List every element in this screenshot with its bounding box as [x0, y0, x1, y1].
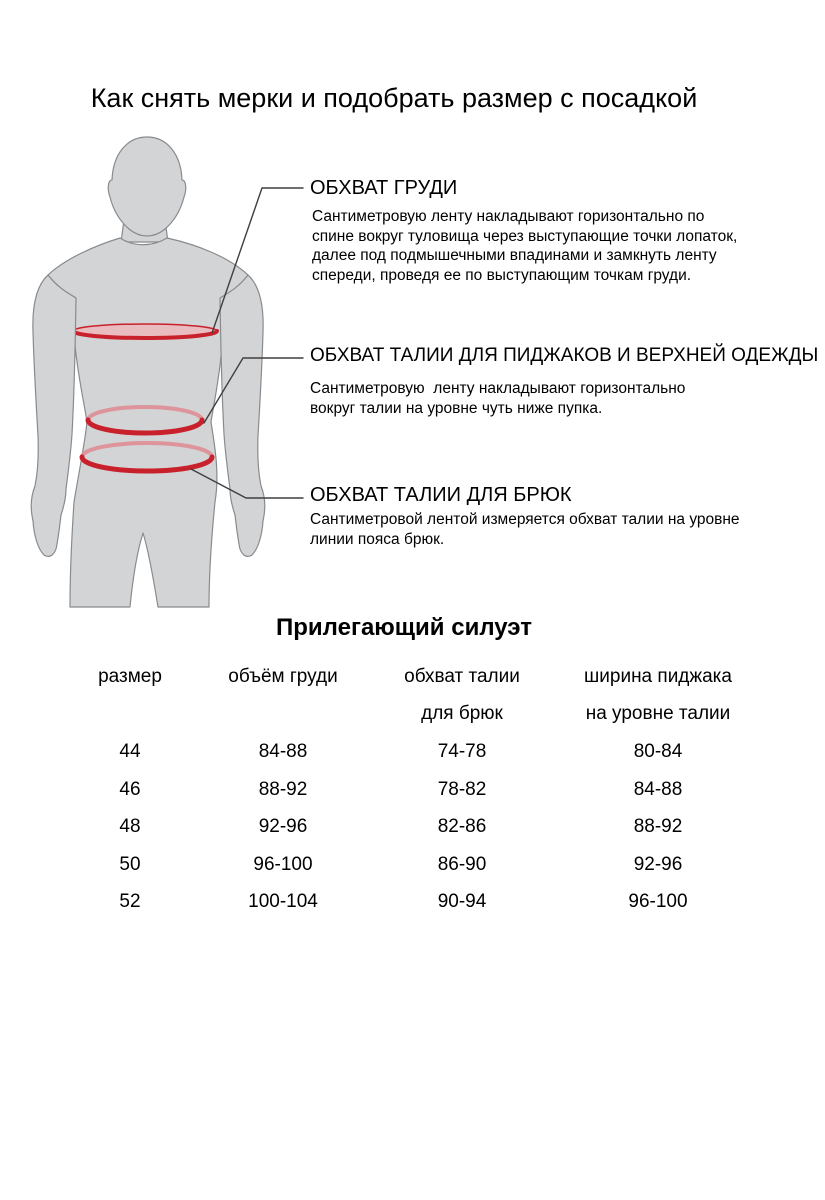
table-cell-size: 52 — [119, 891, 141, 912]
table-cell-size: 48 — [119, 816, 141, 837]
table-cell-waist: 82-86 — [437, 816, 487, 837]
silhouette-head — [108, 137, 185, 236]
silhouette-torso-legs — [48, 238, 248, 607]
table-header-row-line2 — [0, 702, 825, 726]
column-header-jacket-width-line2: на уровне талии — [585, 703, 731, 724]
column-header-jacket-width: ширина пиджака — [584, 666, 732, 687]
column-header-chest: объём груди — [228, 666, 338, 687]
description-line: Сантиметровую ленту накладывают горизонтально — [310, 380, 686, 397]
table-cell-jacket: 88-92 — [633, 816, 683, 837]
table-cell-jacket: 96-100 — [628, 891, 688, 912]
table-cell-chest: 96-100 — [253, 854, 313, 875]
description-line: Сантиметровую ленту накладывают горизонтально по — [312, 208, 705, 225]
page-title: Как снять мерки и подобрать размер с посадкой — [90, 83, 698, 113]
table-cell-waist: 78-82 — [437, 779, 487, 800]
description-line: далее под подмышечными впадинами и замкнуть ленту — [312, 247, 717, 264]
male-silhouette — [48, 137, 248, 607]
table-cell-size: 50 — [119, 854, 141, 875]
table-cell-chest: 88-92 — [258, 779, 308, 800]
table-cell-jacket: 84-88 — [633, 779, 683, 800]
table-row — [0, 740, 825, 764]
jacket-waist-measurement-label: ОБХВАТ ТАЛИИ ДЛЯ ПИДЖАКОВ И ВЕРХНЕЙ ОДЕЖДЫ — [310, 345, 819, 366]
description-line: спереди, проведя ее по выступающим точкам груди. — [312, 266, 692, 284]
table-cell-waist: 74-78 — [437, 741, 487, 762]
silhouette-left-arm — [31, 275, 76, 556]
table-cell-jacket: 80-84 — [633, 741, 683, 762]
trouser-waist-measurement-description — [310, 510, 740, 549]
column-header-size: размер — [98, 666, 162, 687]
jacket-waist-measurement-description — [310, 379, 685, 418]
column-header-waist-line2: для брюк — [421, 703, 503, 724]
chest-measurement-label: ОБХВАТ ГРУДИ — [310, 177, 458, 199]
size-table-title: Прилегающий силуэт — [276, 614, 532, 641]
table-header-row-line1 — [0, 665, 825, 689]
table-cell-waist: 86-90 — [437, 854, 487, 875]
table-row — [0, 815, 825, 839]
trouser-waist-measurement-label: ОБХВАТ ТАЛИИ ДЛЯ БРЮК — [310, 484, 572, 506]
table-cell-chest: 92-96 — [258, 816, 308, 837]
table-row — [0, 890, 825, 914]
column-header-waist: обхват талии — [404, 666, 520, 687]
silhouette-right-arm — [220, 275, 265, 556]
table-cell-chest: 84-88 — [258, 741, 308, 762]
table-cell-size: 44 — [119, 741, 141, 762]
description-line: вокруг талии на уровне чуть ниже пупка. — [310, 399, 603, 417]
table-cell-size: 46 — [119, 779, 141, 800]
chest-measurement-description — [312, 207, 737, 285]
table-row — [0, 778, 825, 802]
table-cell-chest: 100-104 — [248, 891, 318, 912]
description-line: линии пояса брюк. — [310, 530, 445, 548]
table-cell-jacket: 92-96 — [633, 854, 683, 875]
description-line: спине вокруг туловища через выступающие точки лопаток, — [312, 227, 738, 245]
table-row — [0, 853, 825, 877]
table-cell-waist: 90-94 — [437, 891, 487, 912]
measurement-diagram — [0, 130, 330, 610]
description-line: Сантиметровой лентой измеряется обхват талии на уровне — [310, 511, 740, 528]
